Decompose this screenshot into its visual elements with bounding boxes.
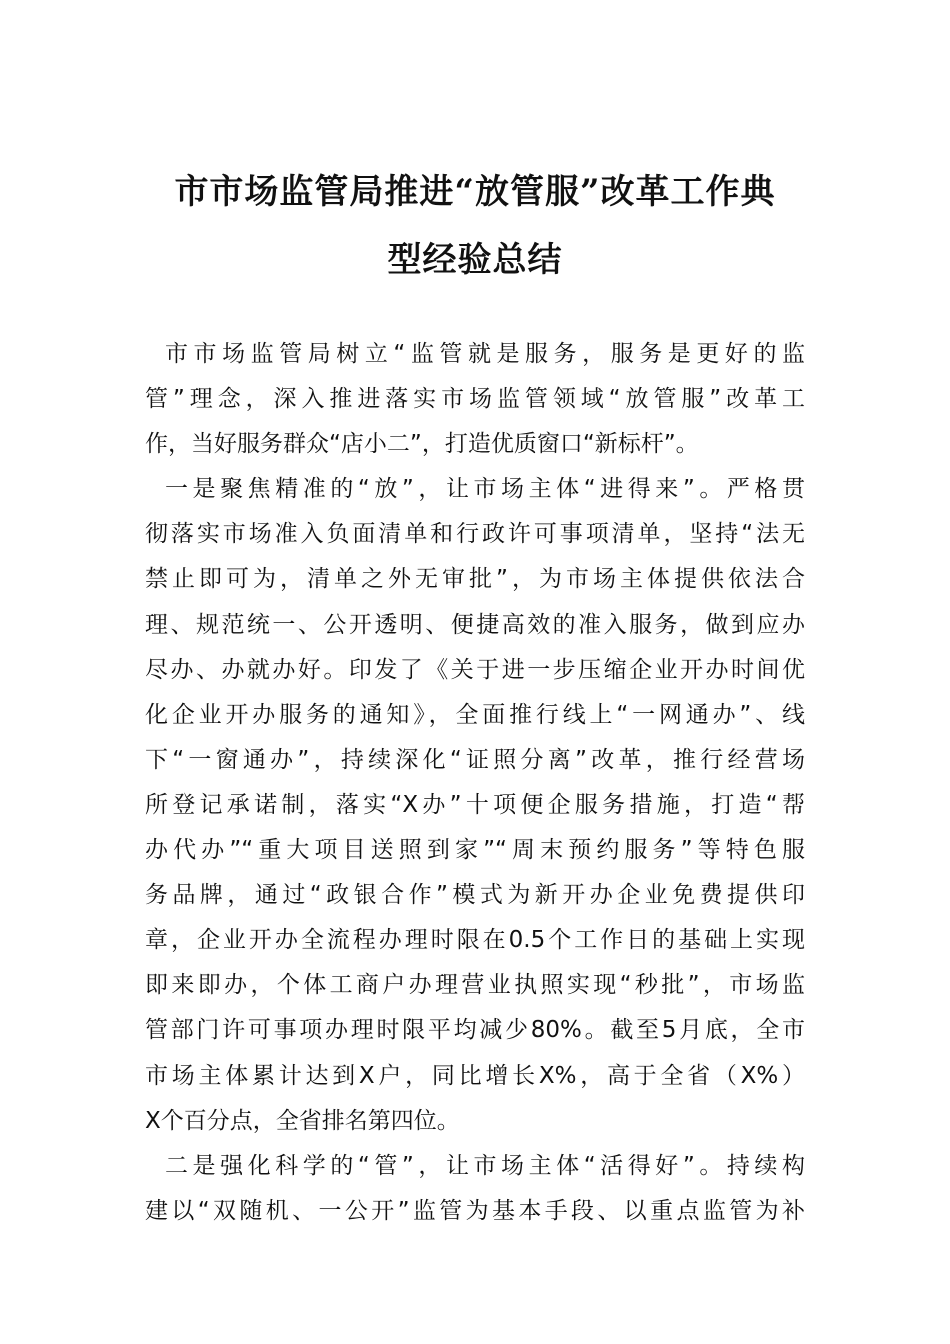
paragraph-line: 禁止即可为，清单之外无审批”，为市场主体提供依法合 (145, 566, 805, 593)
paragraph-line: 管”理念，深入推进落实市场监管领域“放管服”改革工 (145, 386, 805, 413)
paragraph-line: 所登记承诺制，落实“X办”十项便企服务措施，打造“帮 (145, 791, 805, 818)
paragraph-line: 即来即办，个体工商户办理营业执照实现“秒批”，市场监 (145, 972, 805, 999)
paragraph-line: 理、规范统一、公开透明、便捷高效的准入服务，做到应办 (145, 611, 805, 638)
paragraph-line: 一是聚焦精准的“放”，让市场主体“进得来”。严格贯 (165, 476, 805, 503)
paragraph (145, 467, 805, 1143)
paragraph (145, 332, 805, 467)
paragraph-line: 市市场监管局树立“监管就是服务，服务是更好的监 (165, 341, 805, 367)
paragraph-line: 务品牌，通过“政银合作”模式为新开办企业免费提供印 (145, 882, 805, 909)
paragraph-line: 章，企业开办全流程办理时限在0.5个工作日的基础上实现 (145, 927, 805, 954)
paragraph-line: 办代办”“重大项目送照到家”“周末预约服务”等特色服 (145, 837, 805, 864)
document-title-line-1: 市市场监管局推进“放管服”改革工作典 (174, 172, 776, 212)
paragraph-line: 化企业开办服务的通知》，全面推行线上“一网通办”、线 (145, 701, 805, 728)
paragraph-line: 建以“双随机、一公开”监管为基本手段、以重点监管为补 (145, 1197, 805, 1224)
document-title-line-2: 型经验总结 (387, 240, 563, 280)
paragraph-line: 下“一窗通办”，持续深化“证照分离”改革，推行经营场 (145, 746, 805, 773)
paragraph-line: 二是强化科学的“管”，让市场主体“活得好”。持续构 (165, 1152, 805, 1179)
document-body (145, 332, 805, 1234)
paragraph-line: 市场主体累计达到X户，同比增长X%，高于全省（X%） (145, 1062, 805, 1089)
paragraph-line: X个百分点，全省排名第四位。 (145, 1107, 460, 1134)
paragraph-line: 作，当好服务群众“店小二”，打造优质窗口“新标杆”。 (145, 431, 699, 458)
paragraph (145, 1144, 805, 1234)
paragraph-line: 尽办、办就办好。印发了《关于进一步压缩企业开办时间优 (145, 656, 805, 683)
paragraph-line: 彻落实市场准入负面清单和行政许可事项清单，坚持“法无 (145, 521, 805, 548)
paragraph-line: 管部门许可事项办理时限平均减少80%。截至5月底，全市 (145, 1017, 805, 1044)
